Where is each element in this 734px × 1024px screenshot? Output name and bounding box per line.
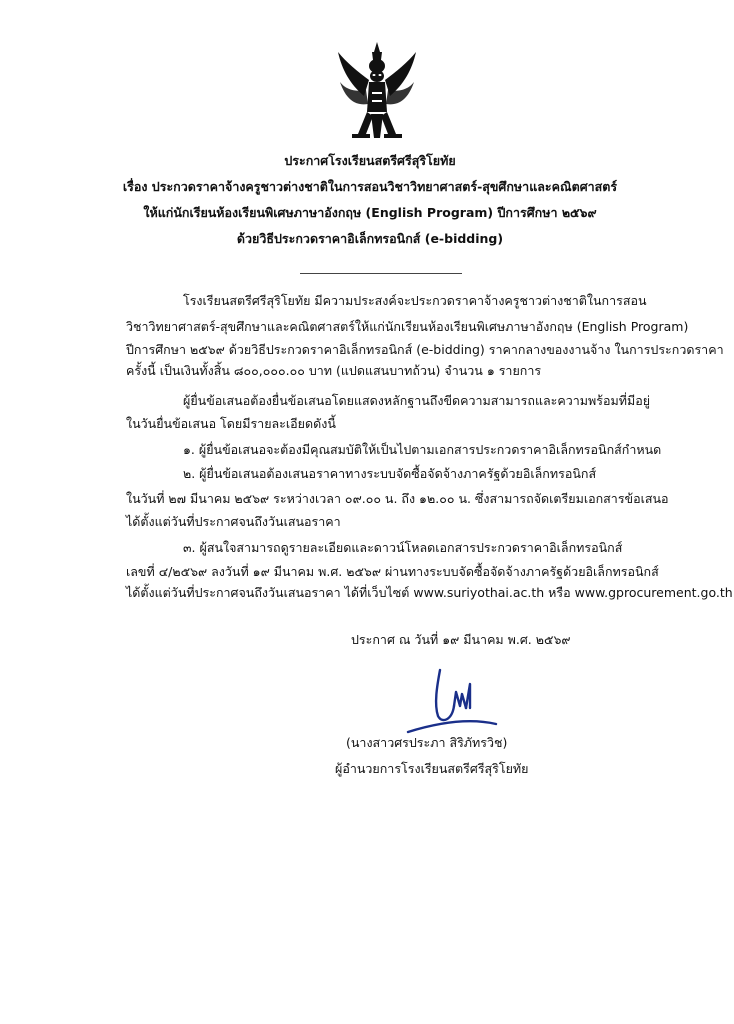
item-2-line: ๒. ผู้ยื่นข้อเสนอต้องเสนอราคาทางระบบจัดซื้อจัดจ้างภาครัฐด้วยอิเล็กทรอนิกส์ <box>183 466 597 481</box>
subject-line-2: ให้แก่นักเรียนห้องเรียนพิเศษภาษาอังกฤษ (English Program) ปีการศึกษา ๒๕๖๙ <box>143 205 597 220</box>
signer-position: ผู้อำนวยการโรงเรียนสตรีศรีสุริโยทัย <box>335 761 529 776</box>
item-1: ๑. ผู้ยื่นข้อเสนอจะต้องมีคุณสมบัติให้เป็นไปตามเอกสารประกวดราคาอิเล็กทรอนิกส์กำหนด <box>183 442 662 457</box>
subject-line-1: เรื่อง ประกวดราคาจ้างครูชาวต่างชาติในการสอนวิชาวิทยาศาสตร์-สุขศึกษาและคณิตศาสตร์ <box>122 179 618 194</box>
title-divider <box>300 273 462 274</box>
paragraph-1-line: ปีการศึกษา ๒๕๖๙ ด้วยวิธีประกวดราคาอิเล็กทรอนิกส์ (e-bidding) ราคากลางของงานจ้าง ในการประกวดราคา <box>126 342 724 357</box>
item-3-line: ๓. ผู้สนใจสามารถดูรายละเอียดและดาวน์โหลดเอกสารประกวดราคาอิเล็กทรอนิกส์ <box>183 540 623 555</box>
garuda-emblem-icon <box>336 42 418 146</box>
item-2-line: ในวันที่ ๒๗ มีนาคม ๒๕๖๙ ระหว่างเวลา ๐๙.๐๐ น. ถึง ๑๒.๐๐ น. ซึ่งสามารถจัดเตรียมเอกสารข้อเสนอ <box>126 491 669 506</box>
item-3-line: ได้ตั้งแต่วันที่ประกาศจนถึงวันเสนอราคา ได้ที่เว็บไซต์ www.suriyothai.ac.th หรือ www.gprocurement.go.th <box>126 585 733 600</box>
item-3-line: เลขที่ ๔/๒๕๖๙ ลงวันที่ ๑๙ มีนาคม พ.ศ. ๒๕๖๙ ผ่านทางระบบจัดซื้อจัดจ้างภาครัฐด้วยอิเล็กทรอนิกส์ <box>126 564 659 579</box>
paragraph-1-line: ครั้งนี้ เป็นเงินทั้งสิ้น ๘๐๐,๐๐๐.๐๐ บาท (แปดแสนบาทถ้วน) จำนวน ๑ รายการ <box>126 363 542 378</box>
signature-icon <box>400 648 510 738</box>
paragraph-2-line: ผู้ยื่นข้อเสนอต้องยื่นข้อเสนอโดยแสดงหลักฐานถึงขีดความสามารถและความพร้อมที่มีอยู่ <box>183 393 651 408</box>
item-2-line: ได้ตั้งแต่วันที่ประกาศจนถึงวันเสนอราคา <box>126 514 341 529</box>
announcement-date: ประกาศ ณ วันที่ ๑๙ มีนาคม พ.ศ. ๒๕๖๙ <box>351 632 571 647</box>
paragraph-2-line: ในวันยื่นข้อเสนอ โดยมีรายละเอียดดังนี้ <box>126 416 336 431</box>
signer-name: (นางสาวศรประภา สิริภัทรวิช) <box>346 735 508 750</box>
paragraph-1-line: โรงเรียนสตรีศรีสุริโยทัย มีความประสงค์จะประกวดราคาจ้างครูชาวต่างชาติในการสอน <box>183 293 647 308</box>
paragraph-1-line: วิชาวิทยาศาสตร์-สุขศึกษาและคณิตศาสตร์ให้แก่นักเรียนห้องเรียนพิเศษภาษาอังกฤษ (English Program) <box>126 319 689 334</box>
subject-line-3: ด้วยวิธีประกวดราคาอิเล็กทรอนิกส์ (e-bidding) <box>236 231 504 246</box>
document-title: ประกาศโรงเรียนสตรีศรีสุริโยทัย <box>284 153 456 168</box>
